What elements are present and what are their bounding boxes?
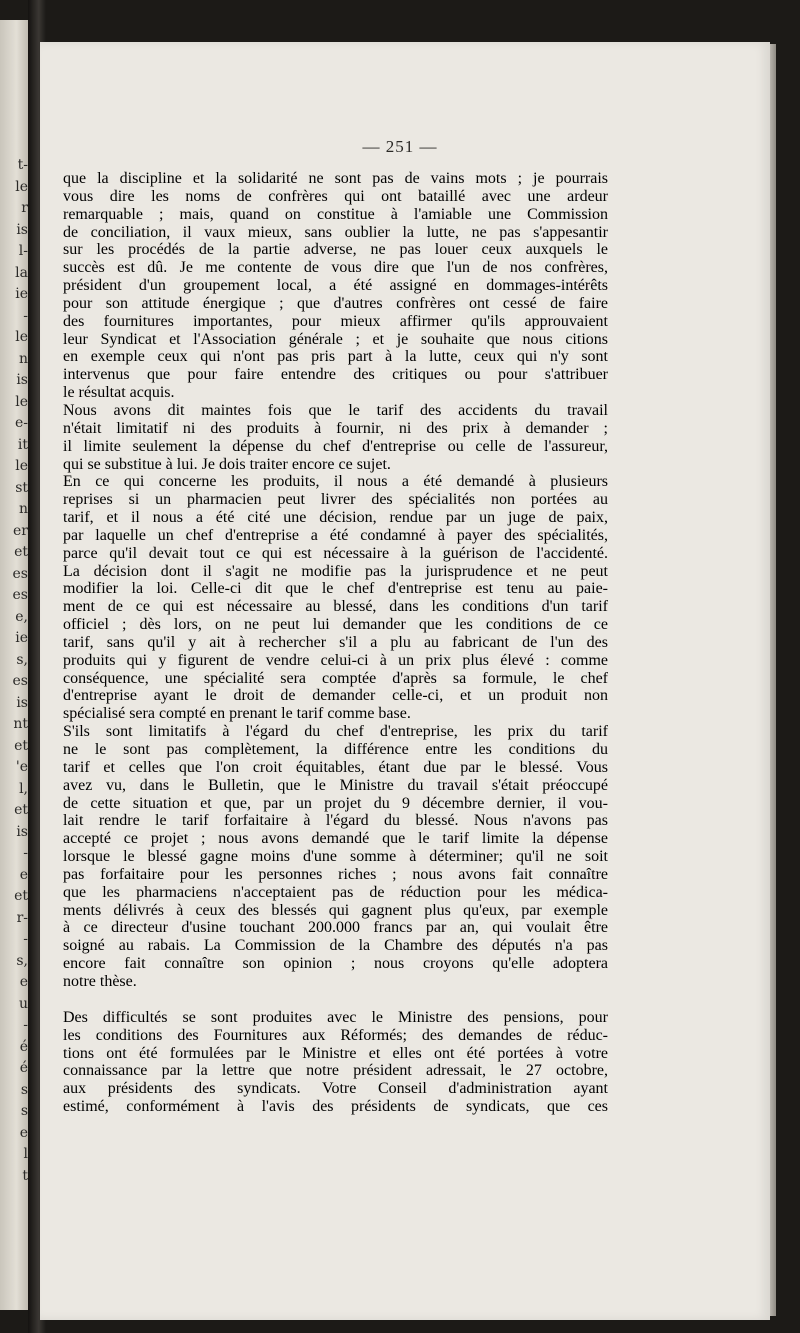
left-page-edge-fragment: le [15, 178, 28, 195]
left-page-edge-fragment: t- [17, 157, 28, 173]
left-page-edge-fragment: r [21, 200, 28, 216]
text-line: En ce qui concerne les produits, il nous a été demandé à plusieurs [63, 473, 608, 491]
text-line: pas forfaitaire pour les personnes riches ; nous avons fait connaître [63, 865, 608, 883]
left-page-edge-fragment: er [13, 522, 28, 539]
left-page-edge-fragment: ie [15, 286, 28, 302]
left-page-edge-fragment: et [14, 888, 28, 904]
text-line: à ce directeur d'usine touchant 200.000 francs par an, qui voulait être [63, 919, 608, 937]
text-line: soigné au rabais. La Commission de la Chambre des députés n'a pas [63, 937, 608, 955]
text-line: tarif, sans qu'il y ait à rechercher s'il a plu au fabricant de l'un des [63, 633, 608, 651]
text-line: président d'un groupement local, a été assigné en dommages-intérêts [63, 277, 608, 295]
text-line: ments délivrés à ceux des blessés qui gagnent plus qu'eux, par exemple [63, 901, 608, 919]
left-page-edge-fragment: nt [13, 716, 28, 732]
text-line: remarquable ; mais, quand on constitue à l'amiable une Commission [63, 205, 608, 223]
left-page-edge-fragment: s, [16, 651, 28, 668]
text-line: de cette situation et que, par un projet du 9 décembre dernier, il vou- [63, 794, 608, 812]
left-page-edge-fragment: s [20, 1081, 28, 1098]
paragraph-5 [63, 1009, 608, 1116]
left-page-edge-fragment: et [14, 802, 28, 818]
text-line: d'entreprise ayant le droit de demander celle-ci, et un produit non [63, 687, 608, 705]
left-page-edge-fragment: le [15, 458, 28, 474]
left-page-edge-fragment: t [22, 1167, 28, 1184]
text-line: intervenus que pour faire entendre des critiques ou pour s'attribuer [63, 366, 608, 384]
left-page-edge-fragment: es [12, 565, 28, 582]
left-page-edge-fragment: es [12, 673, 28, 689]
text-line: le résultat acquis. [63, 384, 175, 402]
text-line: La décision dont il s'agit ne modifie pas la jurisprudence et ne peut [63, 562, 608, 580]
text-line: spécialisé sera compté en prenant le tarif comme base. [63, 705, 411, 723]
left-page-edge-fragment: n [18, 501, 28, 517]
text-line: Nous avons dit maintes fois que le tarif des accidents du travail [63, 401, 608, 419]
left-page-edge-fragment: n [18, 350, 28, 367]
paragraph-4 [63, 723, 608, 991]
left-page-edge-fragment: e- [14, 415, 28, 431]
text-line: que la discipline et la solidarité ne sont pas de vains mots ; je pourrais [63, 170, 608, 187]
left-page-edge-fragment: s, [16, 952, 28, 969]
left-page-edge-fragment: it [17, 436, 28, 453]
left-page-edge-fragment: e [19, 1124, 28, 1141]
text-line: des fournitures importantes, pour mieux affirmer qu'ils approuvaient [63, 312, 608, 330]
text-line: encore fait connaître son opinion ; nous croyons qu'elle adoptera [63, 955, 608, 973]
paragraph-1 [63, 170, 608, 402]
left-page-edge-fragment: e [19, 866, 28, 883]
left-page-edge-fragment: le [15, 329, 28, 345]
text-line: produits qui y figurent de vendre celui-ci à un prix plus élevé : comme [63, 651, 608, 669]
text-line: qui se substitue à lui. Je dois traiter encore ce sujet. [63, 455, 391, 473]
left-facing-page-edge [0, 20, 30, 1310]
page-edge-shadow [770, 44, 776, 1316]
left-page-edge-fragment: l- [18, 243, 28, 259]
text-line: ment de ce qui est nécessaire au blessé, dans les conditions d'un tarif [63, 598, 608, 616]
text-line: S'ils sont limitatifs à l'égard du chef d'entreprise, les prix du tarif [63, 723, 608, 741]
text-line: notre thèse. [63, 972, 137, 990]
text-line: ne le sont pas complètement, la différence entre les conditions du [63, 741, 608, 758]
left-page-edge-fragment: es [12, 587, 28, 603]
left-page-edge-fragment: - [23, 1017, 28, 1033]
text-line: officiel ; dès lors, on ne peut lui demander que les conditions de ce [63, 616, 608, 634]
text-line: lorsque le blessé gagne moins d'une somme à déterminer; qu'il ne soit [63, 848, 608, 866]
left-page-edge-fragment: é [19, 1060, 28, 1076]
text-line: n'était limitatif ni des produits à fournir, ni des prix à demander ; [63, 419, 608, 437]
left-page-edge-fragment: é [19, 1038, 28, 1055]
text-line: vous dire les noms de confrères qui ont bataillé avec une ardeur [63, 187, 608, 205]
left-page-edge-fragment: is [16, 221, 28, 238]
text-line: les conditions des Fournitures aux Réformés; des demandes de réduc- [63, 1026, 608, 1044]
text-line: lait rendre le tarif forfaitaire à l'égard du blessé. Nous n'avons pas [63, 812, 608, 830]
left-page-edge-fragment: l, [19, 780, 28, 797]
page-number: — 251 — [362, 137, 438, 156]
text-line: tarif, et il nous a été cité une décision, rendue par un juge de paix, [63, 509, 608, 527]
left-page-edge-fragment: - [23, 845, 28, 861]
left-page-edge-fragment: e [19, 974, 28, 990]
left-page-edge-fragment: is [16, 694, 28, 711]
paragraph-3 [63, 473, 608, 723]
left-page-edge-fragment: r- [16, 909, 28, 926]
left-page-edge-fragment: l [23, 1146, 28, 1162]
left-page-edge-fragment: 'e [15, 759, 28, 775]
text-line: conséquence, une spécialité sera comptée d'après sa formule, le chef [63, 669, 608, 687]
text-line: pour son attitude énergique ; que d'autres confrères ont cessé de faire [63, 294, 608, 312]
paragraph-gap [63, 991, 608, 1009]
text-line: il limite seulement la dépense du chef d'entreprise ou celle de l'assureur, [63, 437, 608, 455]
page-body-text [63, 170, 608, 1116]
text-line: succès est dû. Je me contente de vous dire que l'un de nos confrères, [63, 259, 608, 277]
text-line: connaissance par la lettre que notre président adressait, le 27 octobre, [63, 1062, 608, 1080]
text-line: tarif et celles que l'on croit équitables, étant due par le blessé. Vous [63, 758, 608, 776]
text-line: estimé, conformément à l'avis des présidents de syndicats, que ces [63, 1098, 608, 1116]
text-line: tions ont été formulées par le Ministre et elles ont été portées à votre [63, 1044, 608, 1062]
text-line: en exemple ceux qui n'ont pas pris part à la lutte, ceux qui n'y sont [63, 348, 608, 366]
text-line: leur Syndicat et l'Association générale ; et je souhaite que nous citions [63, 330, 608, 348]
left-page-edge-fragment: is [16, 372, 28, 388]
left-page-edge-fragment: u [18, 995, 28, 1012]
left-page-edge-fragment: et [14, 544, 28, 560]
text-line: sur les procédés de la partie adverse, ne pas louer ceux auxquels le [63, 241, 608, 259]
left-page-edge-fragment: s [20, 1103, 28, 1119]
text-line: aux présidents des syndicats. Votre Conseil d'administration ayant [63, 1080, 608, 1098]
text-line: modifier la loi. Celle-ci dit que le chef d'entreprise est tenu au paie- [63, 580, 608, 598]
text-line: reprises si un pharmacien peut livrer des spécialités non portées au [63, 491, 608, 509]
left-page-edge-fragment: - [23, 307, 28, 324]
text-line: Des difficultés se sont produites avec le Ministre des pensions, pour [63, 1008, 608, 1026]
left-page-edge-fragment: la [15, 264, 28, 281]
text-line: que les pharmaciens n'acceptaient pas de réduction pour les médica- [63, 883, 608, 901]
left-page-edge-fragment: le [15, 393, 28, 410]
text-line: par laquelle un chef d'entreprise a été condamné à payer des spécialités, [63, 526, 608, 544]
left-page-edge-fragment: et [14, 737, 28, 754]
text-line: de conciliation, il vaux mieux, sans oublier la lutte, ne pas s'appesantir [63, 223, 608, 241]
left-page-edge-fragment: is [16, 823, 28, 840]
left-page-edge-fragment: ie [15, 630, 28, 646]
paragraph-2 [63, 402, 608, 473]
left-page-edge-fragment: st [15, 479, 28, 496]
left-page-edge-fragment: e, [15, 608, 28, 625]
text-line: parce qu'il devait tout ce qui est nécessaire à la guérison de l'accidenté. [63, 544, 608, 562]
text-line: avez vu, dans le Bulletin, que le Ministre du travail s'était préoccupé [63, 776, 608, 794]
left-page-edge-fragment: - [23, 931, 28, 947]
text-line: accepté ce projet ; nous avons demandé que le tarif limite la dépense [63, 830, 608, 848]
